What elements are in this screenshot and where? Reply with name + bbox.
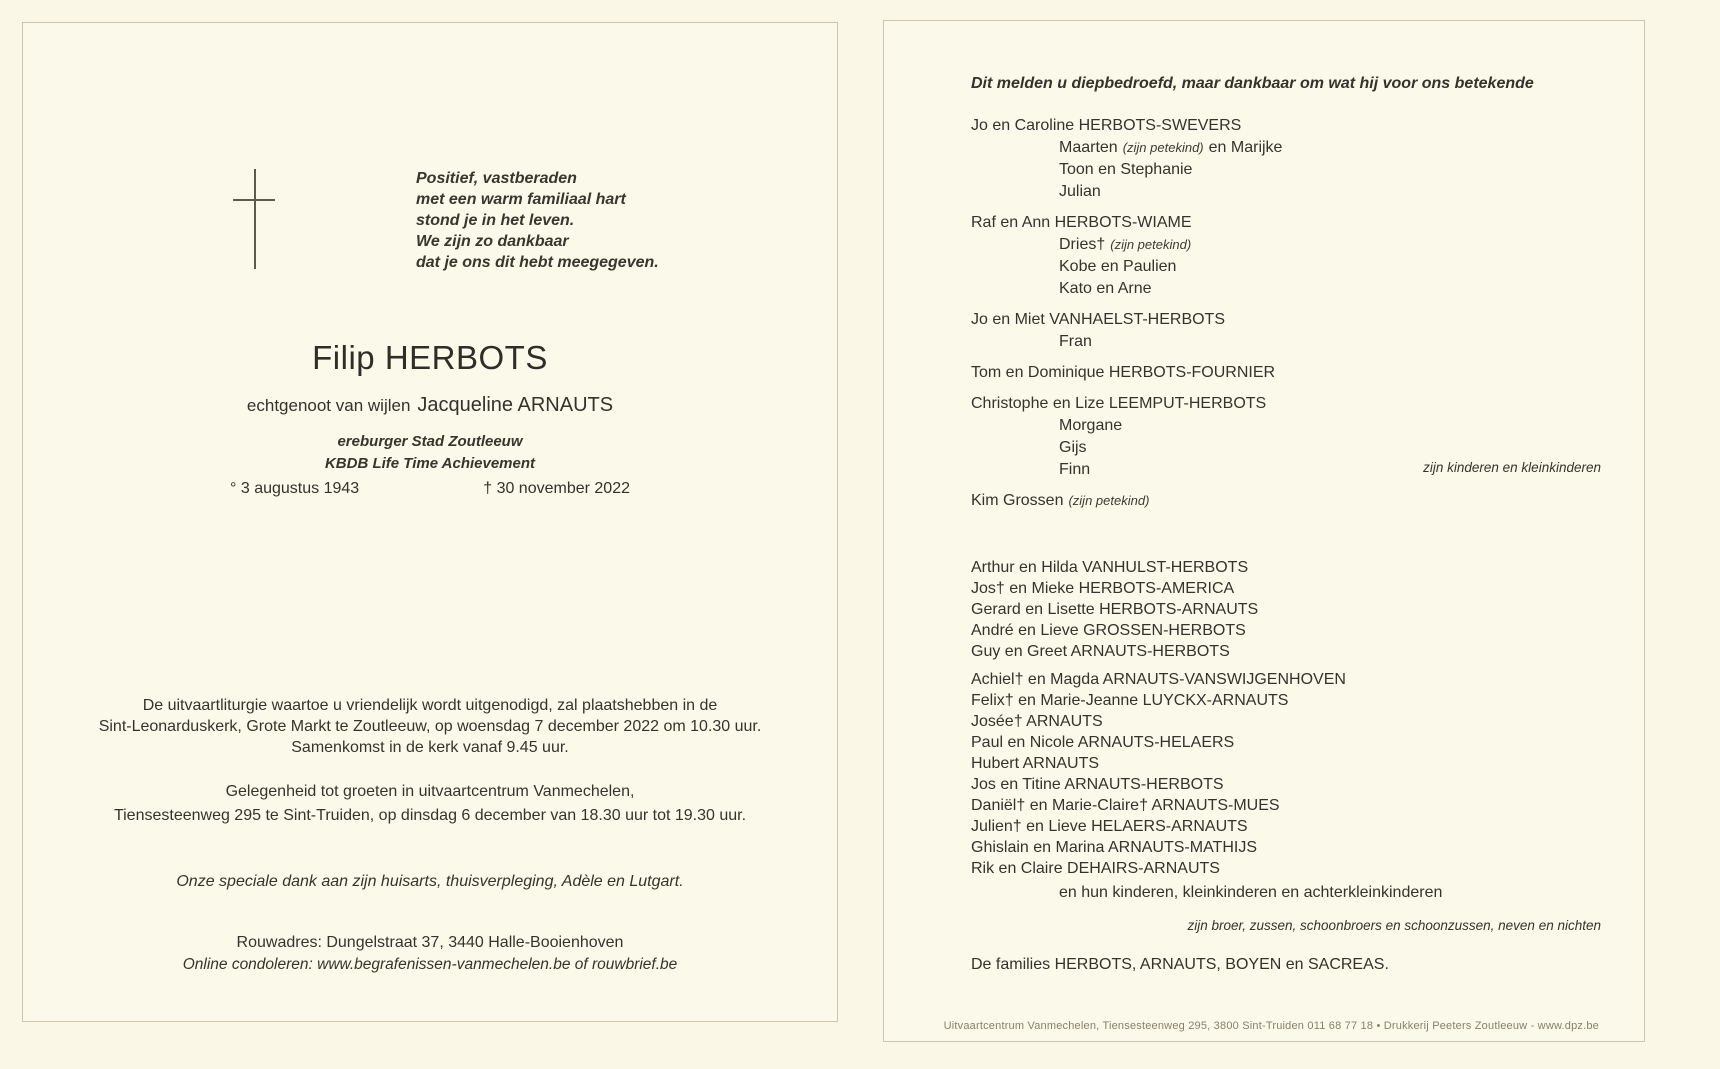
family-group-children xyxy=(971,331,1282,353)
honors xyxy=(23,431,837,475)
relative-line: Jos en Titine ARNAUTS-HERBOTS xyxy=(971,776,1224,793)
funeral-info-paragraph xyxy=(23,695,837,758)
family-child: Gijs xyxy=(1059,439,1087,456)
greeting-line: Gelegenheid tot groeten in uitvaartcentrum Vanmechelen, xyxy=(225,783,635,800)
family-child: Kato en Arne xyxy=(1059,280,1152,297)
family-group-head: Jo en Caroline HERBOTS-SWEVERS xyxy=(971,117,1242,134)
family-child: Dries† (zijn petekind) xyxy=(1059,236,1192,253)
relative-line: André en Lieve GROSSEN-HERBOTS xyxy=(971,622,1246,639)
relative-line: Achiel† en Magda ARNAUTS-VANSWIJGENHOVEN xyxy=(971,671,1346,688)
greeting-paragraph xyxy=(23,780,837,828)
birth-date: ° 3 augustus 1943 xyxy=(230,480,360,497)
relative-line: Paul en Nicole ARNAUTS-HELAERS xyxy=(971,734,1235,751)
family-group-children xyxy=(971,137,1282,203)
children-kinship-note: zijn kinderen en kleinkinderen xyxy=(1423,460,1601,475)
family-child: Maarten (zijn petekind) en Marijke xyxy=(1059,139,1283,156)
relative-line: Guy en Greet ARNAUTS-HERBOTS xyxy=(971,643,1230,660)
funeral-line: Sint-Leonarduskerk, Grote Markt te Zoutleeuw, op woensdag 7 december 2022 om 10.30 uur. xyxy=(98,718,762,735)
relative-line: Felix† en Marie-Jeanne LUYCKX-ARNAUTS xyxy=(971,692,1289,709)
family-child: Julian xyxy=(1059,183,1101,200)
relative-line: Ghislain en Marina ARNAUTS-MATHIJS xyxy=(971,839,1257,856)
cross-icon-horizontal xyxy=(233,199,275,201)
card-back-page xyxy=(883,20,1645,1042)
family-list xyxy=(971,115,1282,521)
thanks-line: Onze speciale dank aan zijn huisarts, thuisverpleging, Adèle en Lutgart. xyxy=(176,873,684,890)
family-group xyxy=(971,212,1282,300)
family-group-head: Raf en Ann HERBOTS-WIAME xyxy=(971,214,1192,231)
family-group-head: Kim Grossen (zijn petekind) xyxy=(971,492,1150,509)
family-group-head: Tom en Dominique HERBOTS-FOURNIER xyxy=(971,364,1276,381)
poem-line: Positief, vastberaden xyxy=(416,170,577,187)
family-child: Fran xyxy=(1059,333,1092,350)
petekind-note: (zijn petekind) xyxy=(1122,140,1204,155)
honor-line: ereburger Stad Zoutleeuw xyxy=(337,433,523,450)
family-child: Kobe en Paulien xyxy=(1059,258,1177,275)
relatives-list xyxy=(971,557,1346,879)
poem-line: stond je in het leven. xyxy=(416,212,575,229)
announcement-intro: Dit melden u diepbedroefd, maar dankbaar om wat hij voor ons betekende xyxy=(971,75,1534,92)
family-group xyxy=(971,309,1282,353)
greeting-line: Tiensesteenweg 295 te Sint-Truiden, op dinsdag 6 december van 18.30 uur tot 19.30 uur. xyxy=(113,807,747,824)
spouse-name: Jacqueline ARNAUTS xyxy=(417,394,614,416)
funeral-line: Samenkomst in de kerk vanaf 9.45 uur. xyxy=(291,739,569,756)
family-group-head: Jo en Miet VANHAELST-HERBOTS xyxy=(971,311,1225,328)
relative-line: Arthur en Hilda VANHULST-HERBOTS xyxy=(971,559,1249,576)
relatives-descendants-note: en hun kinderen, kleinkinderen en achterkleinkinderen xyxy=(1059,884,1443,901)
family-group-children xyxy=(971,415,1282,481)
poem-line: We zijn zo dankbaar xyxy=(416,233,569,250)
mourning-address: Rouwadres: Dungelstraat 37, 3440 Halle-Booienhoven xyxy=(236,934,624,951)
cross-icon-vertical xyxy=(254,169,256,269)
family-group xyxy=(971,490,1282,512)
family-child: Finn xyxy=(1059,461,1091,478)
siblings-kinship-note: zijn broer, zussen, schoonbroers en schoonzussen, neven en nichten xyxy=(1187,918,1601,933)
relative-line: Rik en Claire DEHAIRS-ARNAUTS xyxy=(971,860,1220,877)
deceased-name: Filip HERBOTS xyxy=(312,339,548,376)
family-group xyxy=(971,393,1282,481)
death-date: † 30 november 2022 xyxy=(483,480,630,497)
relative-line: Jos† en Mieke HERBOTS-AMERICA xyxy=(971,580,1235,597)
relative-line: Gerard en Lisette HERBOTS-ARNAUTS xyxy=(971,601,1259,618)
poem-line: dat je ons dit hebt meegegeven. xyxy=(416,254,659,271)
families-line: De families HERBOTS, ARNAUTS, BOYEN en SACREAS. xyxy=(971,956,1389,973)
relative-line: Josée† ARNAUTS xyxy=(971,713,1103,730)
relative-line: Hubert ARNAUTS xyxy=(971,755,1100,772)
family-child: Toon en Stephanie xyxy=(1059,161,1193,178)
family-group-head: Christophe en Lize LEEMPUT-HERBOTS xyxy=(971,395,1267,412)
online-condolences: Online condoleren: www.begrafenissen-vanmechelen.be of rouwbrief.be xyxy=(182,956,678,973)
card-front-page xyxy=(22,22,838,1022)
family-group-children xyxy=(971,234,1282,300)
family-group xyxy=(971,362,1282,384)
printer-footer: Uitvaartcentrum Vanmechelen, Tiensesteenweg 295, 3800 Sint-Truiden 011 68 77 18 • Drukkerij Peeters Zoutleeuw - www.dpz.be xyxy=(943,1020,1599,1032)
honor-line: KBDB Life Time Achievement xyxy=(324,455,536,472)
relative-line: Daniël† en Marie-Claire† ARNAUTS-MUES xyxy=(971,797,1280,814)
family-child: Morgane xyxy=(1059,417,1123,434)
funeral-line: De uitvaartliturgie waartoe u vriendelijk wordt uitgenodigd, zal plaatshebben in de xyxy=(142,697,718,714)
spouse-prefix: echtgenoot van wijlen xyxy=(246,396,411,415)
petekind-note: (zijn petekind) xyxy=(1110,237,1192,252)
poem-line: met een warm familiaal hart xyxy=(416,191,626,208)
relative-line: Julien† en Lieve HELAERS-ARNAUTS xyxy=(971,818,1248,835)
family-group xyxy=(971,115,1282,203)
life-dates xyxy=(230,480,630,498)
memorial-poem xyxy=(416,168,659,273)
petekind-note: (zijn petekind) xyxy=(1068,493,1150,508)
spouse-line xyxy=(23,394,837,417)
